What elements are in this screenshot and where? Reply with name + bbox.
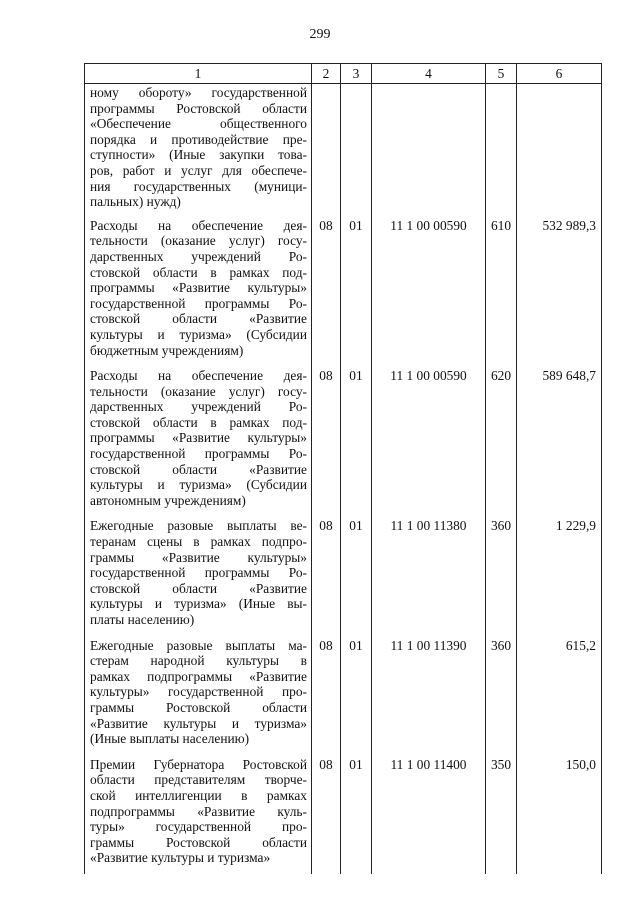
amount-value: 150,0 [517, 755, 602, 874]
column-header-3: 3 [341, 64, 372, 84]
description-line: порядка и противодействие пре- [90, 131, 307, 147]
description-line: «Развитие культуры и туризма» [90, 850, 271, 866]
table-header-row [85, 64, 602, 84]
description-line: граммы Ростовской области [90, 699, 307, 715]
description-line: платы населению) [90, 612, 195, 627]
description-line: стовской области «Развитие [90, 580, 307, 596]
description-line: Расходы на обеспечение дея- [90, 217, 307, 233]
target-article-code: 11 1 00 00590 [372, 216, 486, 366]
row-description [85, 216, 312, 366]
table-row [85, 366, 602, 516]
description-line: государственной программы Ро- [90, 565, 307, 581]
description-line: «Обеспечение общественного [90, 116, 307, 132]
description-line: стовской области «Развитие [90, 461, 307, 477]
description-line: ному обороту» государственной [90, 85, 307, 100]
expense-type-code: 360 [486, 516, 517, 635]
description-line: программы «Развитие культуры» [90, 280, 307, 296]
description-line: Расходы на обеспечение дея- [90, 368, 307, 384]
column-header-1: 1 [85, 64, 312, 84]
column-header-4: 4 [372, 64, 486, 84]
page-number: 299 [309, 27, 331, 42]
description-line: (Иные выплаты населению) [90, 731, 250, 747]
description-line: дарственных учреждений Ро- [90, 248, 307, 264]
description-line: пальных) нужд) [90, 194, 181, 210]
description-line: Ежегодные разовые выплаты ма- [90, 637, 307, 653]
subsection-code: 01 [341, 755, 372, 874]
section-code: 08 [312, 216, 341, 366]
column-header-6: 6 [517, 64, 602, 84]
subsection-code: 01 [341, 636, 372, 755]
subsection-code: 01 [341, 216, 372, 366]
target-article-code: 11 1 00 00590 [372, 366, 486, 516]
expense-type-code: 360 [486, 636, 517, 755]
description-line: программы Ростовской области [90, 100, 307, 116]
target-article-code: 11 1 00 11390 [372, 636, 486, 755]
row-description [85, 636, 312, 755]
table-row [85, 755, 602, 874]
budget-table [84, 63, 602, 874]
target-article-code: 11 1 00 11380 [372, 516, 486, 635]
description-line: автономным учреждениям) [90, 492, 246, 508]
table-row [85, 636, 602, 755]
description-line: стовской области в рамках под- [90, 264, 307, 280]
description-line: ской интеллигенции в рамках [90, 787, 307, 803]
section-code: 08 [312, 755, 341, 874]
table-row [85, 516, 602, 635]
description-line: культуры и туризма» (Субсидии [90, 477, 307, 493]
amount-value: 532 989,3 [517, 216, 602, 366]
section-code: 08 [312, 636, 341, 755]
table-row [85, 216, 602, 366]
description-line: граммы Ростовской области [90, 834, 307, 850]
expense-type-code: 620 [486, 366, 517, 516]
description-line: области представителям творче- [90, 772, 307, 788]
description-line: ния государственных (муници- [90, 178, 307, 194]
column-header-5: 5 [486, 64, 517, 84]
row-description [85, 366, 312, 516]
amount-value: 1 229,9 [517, 516, 602, 635]
description-line: Ежегодные разовые выплаты ве- [90, 518, 307, 534]
description-line: стовской области «Развитие [90, 311, 307, 327]
description-line: тельности (оказание услуг) госу- [90, 383, 307, 399]
table-row [85, 84, 602, 216]
description-line: Премии Губернатора Ростовской [90, 756, 307, 772]
description-line: граммы «Развитие культуры» [90, 549, 307, 565]
description-line: тельности (оказание услуг) госу- [90, 233, 307, 249]
target-article-code: 11 1 00 11400 [372, 755, 486, 874]
target-article-code [372, 84, 486, 216]
section-code: 08 [312, 516, 341, 635]
description-line: программы «Развитие культуры» [90, 430, 307, 446]
row-description [85, 84, 312, 216]
description-line: подпрограммы «Развитие куль- [90, 803, 307, 819]
description-line: культуры и туризма» (Иные вы- [90, 596, 307, 612]
subsection-code: 01 [341, 366, 372, 516]
description-line: культуры и туризма» (Субсидии [90, 326, 307, 342]
subsection-code [341, 84, 372, 216]
description-line: государственной программы Ро- [90, 446, 307, 462]
description-line: стерам народной культуры в [90, 653, 307, 669]
description-line: государственной программы Ро- [90, 295, 307, 311]
description-line: ступности» (Иные закупки това- [90, 147, 307, 163]
description-line: туры» государственной про- [90, 819, 307, 835]
row-description [85, 755, 312, 874]
description-line: бюджетным учреждениям) [90, 342, 244, 358]
description-line: ров, работ и услуг для обеспече- [90, 162, 307, 178]
column-header-2: 2 [312, 64, 341, 84]
description-line: теранам сцены в рамках подпро- [90, 534, 307, 550]
section-code [312, 84, 341, 216]
amount-value: 615,2 [517, 636, 602, 755]
expense-type-code: 610 [486, 216, 517, 366]
expense-type-code: 350 [486, 755, 517, 874]
description-line: дарственных учреждений Ро- [90, 399, 307, 415]
section-code: 08 [312, 366, 341, 516]
amount-value: 589 648,7 [517, 366, 602, 516]
table-body [85, 84, 602, 874]
description-line: рамках подпрограммы «Развитие [90, 668, 307, 684]
expense-type-code [486, 84, 517, 216]
description-line: стовской области в рамках под- [90, 414, 307, 430]
row-description [85, 516, 312, 635]
amount-value [517, 84, 602, 216]
subsection-code: 01 [341, 516, 372, 635]
description-line: «Развитие культуры и туризма» [90, 715, 307, 731]
description-line: культуры» государственной про- [90, 684, 307, 700]
